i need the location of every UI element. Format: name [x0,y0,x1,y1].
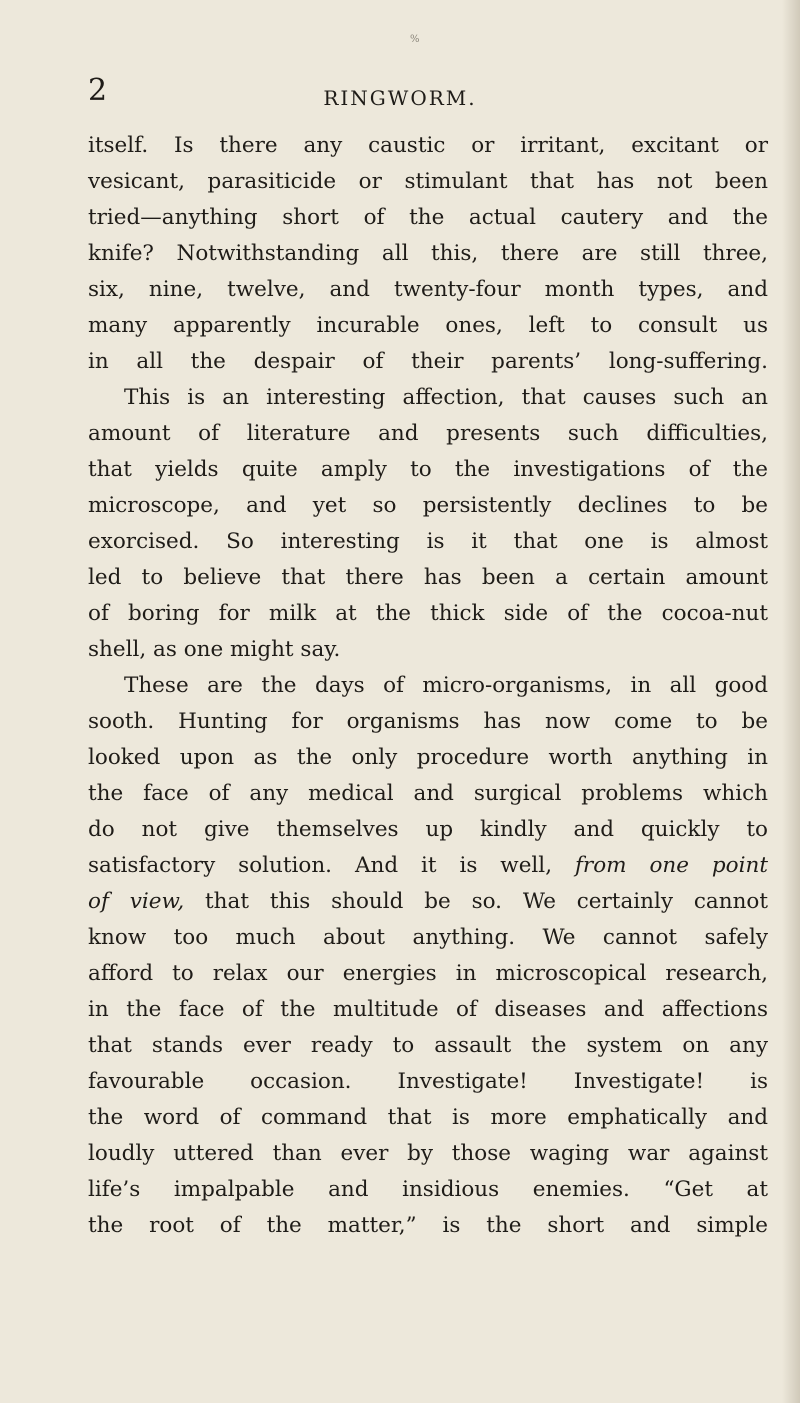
text-segment: satisfactory solution. And it is well, [88,853,553,878]
text-segment: that this should be so. We certainly cannot [205,889,768,914]
text-line: sooth. Hunting for organisms has now come to be [88,709,768,734]
paragraph-start-line: This is an interesting affection, that causes such an [124,385,768,410]
text-line: afford to relax our energies in microscopical research, [88,961,768,986]
text-line: in all the despair of their parents’ long-suffering. [88,349,768,374]
text-line: that stands ever ready to assault the system on any [88,1033,768,1058]
text-line: six, nine, twelve, and twenty-four month types, and [88,277,768,302]
italic-phrase: from one point [574,853,768,878]
text-line: in the face of the multitude of diseases and affections [88,997,768,1022]
paragraph-start-line: These are the days of micro-organisms, in all good [124,673,768,698]
text-line-with-italic [88,848,768,884]
text-line: of boring for milk at the thick side of the cocoa-nut [88,601,768,626]
text-line: favourable occasion. Investigate! Investigate! is [88,1069,768,1094]
body-text [88,128,768,1244]
text-line: the root of the matter,” is the short and simple [88,1213,768,1238]
text-line: that yields quite amply to the investigations of the [88,457,768,482]
text-line: led to believe that there has been a certain amount [88,565,768,590]
text-line: exorcised. So interesting is it that one is almost [88,529,768,554]
text-line: the face of any medical and surgical problems which [88,781,768,806]
text-line: itself. Is there any caustic or irritant, excitant or [88,133,768,158]
paragraph-end-line: shell, as one might say. [88,637,341,662]
text-line: knife? Notwithstanding all this, there are still three, [88,241,768,266]
text-line-with-italic [88,884,768,920]
text-line: vesicant, parasiticide or stimulant that has not been [88,169,768,194]
text-line: the word of command that is more emphatically and [88,1105,768,1130]
text-line: loudly uttered than ever by those waging war against [88,1141,768,1166]
page-edge-shadow [782,0,800,1403]
text-line: microscope, and yet so persistently declines to be [88,493,768,518]
text-line: know too much about anything. We cannot safely [88,925,768,950]
italic-phrase: of view, [88,889,185,914]
page-number: 2 [88,73,108,108]
text-line: amount of literature and presents such difficulties, [88,421,768,446]
top-mark: % [410,34,420,45]
text-line: tried—anything short of the actual cautery and the [88,205,768,230]
running-head: RINGWORM. [323,86,477,110]
text-line: looked upon as the only procedure worth anything in [88,745,768,770]
text-line: many apparently incurable ones, left to consult us [88,313,768,338]
text-line: life’s impalpable and insidious enemies. “Get at [88,1177,768,1202]
text-line: do not give themselves up kindly and quickly to [88,817,768,842]
